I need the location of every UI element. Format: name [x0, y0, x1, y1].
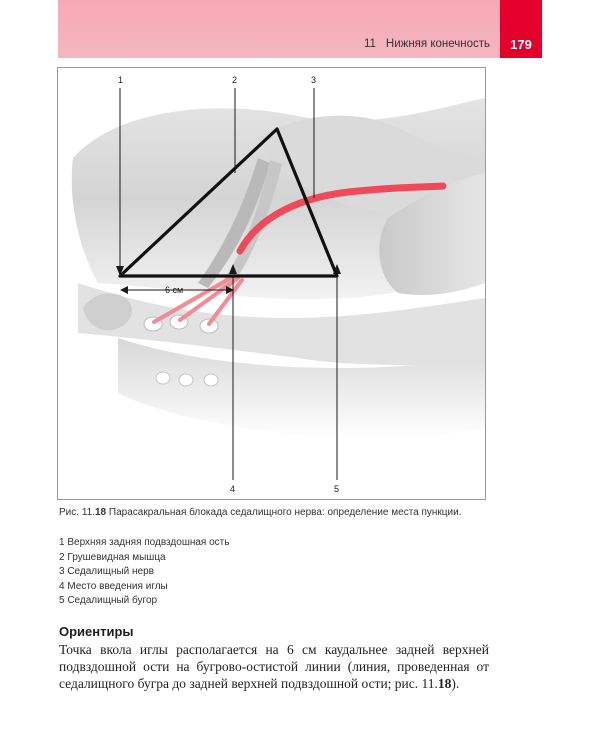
figure-legend [59, 536, 229, 609]
chapter-title [364, 38, 490, 50]
caption-text: Парасакральная блокада седалищного нерва: определение места пункции. [106, 507, 462, 518]
anatomy-illustration [58, 68, 485, 499]
distance-label: 6 см [165, 285, 184, 295]
marker-4: 4 [230, 484, 236, 494]
legend-item: 4 Место введения иглы [59, 580, 168, 592]
marker-5: 5 [334, 484, 340, 494]
anatomy-figure [57, 67, 486, 500]
page-number: 179 [510, 37, 532, 52]
figure-reference: 18 [437, 676, 452, 692]
legend-item: 3 Седалищный нерв [59, 566, 154, 578]
marker-2: 2 [232, 75, 238, 85]
caption-label: Рис. 11. [59, 507, 95, 518]
legend-item: 5 Седалищный бугор [59, 595, 158, 607]
legend-item: 1 Верхняя задняя подвздошная ость [59, 537, 230, 548]
paragraph-text: Точка вкола иглы располагается на 6 см каудальнее задней верхней подвздошной ости на бугрово-остистой линии (линия, проведенная от седалищного бугра до задней верхней подвздошной ости; рис. 11. [59, 642, 489, 692]
chapter-name: Нижняя конечность [385, 38, 490, 50]
caption-figure-number: 18 [94, 507, 107, 518]
chapter-number: 11 [363, 38, 376, 50]
section-heading: Ориентиры [59, 624, 134, 639]
marker-1: 1 [118, 75, 124, 85]
pelvis-drawing [72, 98, 485, 439]
paragraph-end: ). [451, 676, 460, 692]
marker-3: 3 [311, 75, 317, 85]
legend-item: 2 Грушевидная мышца [59, 551, 166, 563]
section-paragraph [59, 641, 489, 693]
figure-caption [59, 507, 489, 519]
